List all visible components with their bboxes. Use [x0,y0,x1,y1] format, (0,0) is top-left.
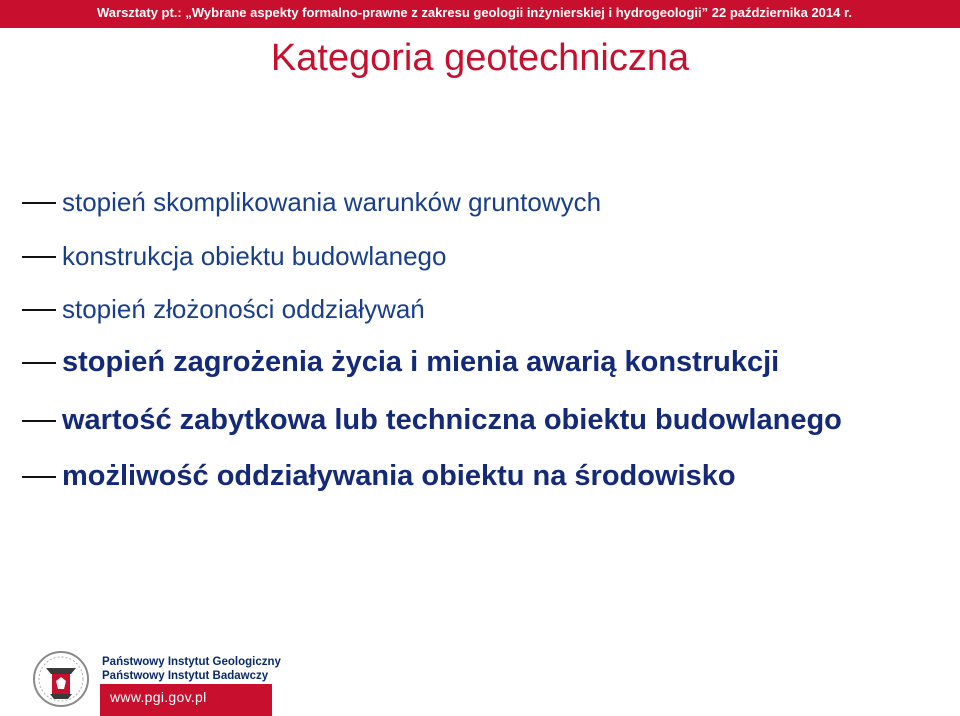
dash-bullet-icon [22,309,56,311]
dash-bullet-icon [22,476,56,478]
pgi-logo-icon [32,650,90,708]
institute-name: Państwowy Instytut Geologiczny [102,656,281,668]
dash-bullet-icon [22,420,56,422]
header-bar [0,0,960,28]
dash-bullet-icon [22,256,56,258]
bullet-text: stopień złożoności oddziaływań [62,294,425,324]
slide-title: Kategoria geotechniczna [270,37,690,79]
bullet-text: konstrukcja obiektu budowlanego [62,241,447,271]
website-link[interactable]: www.pgi.gov.pl [110,689,207,705]
bullet-item [0,285,960,337]
bullet-text: stopień zagrożenia życia i mienia awarią konstrukcji [62,346,780,378]
bullet-item [0,232,960,284]
bullet-item [0,396,960,448]
bullet-item [0,338,960,390]
bullet-text: stopień skomplikowania warunków gruntowych [62,187,602,217]
bullet-item [0,452,960,504]
bullet-item [0,178,960,230]
bullet-text: możliwość oddziaływania obiektu na środowisko [62,460,736,492]
institute-subtitle: Państwowy Instytut Badawczy [102,670,269,682]
dash-bullet-icon [22,362,56,364]
bullet-text: wartość zabytkowa lub techniczna obiektu budowlanego [62,404,842,436]
url-banner [100,684,272,716]
workshop-header: Warsztaty pt.: „Wybrane aspekty formalno-prawne z zakresu geologii inżynierskiej i hydrogeologii” 22 października 2014 r. [97,5,852,20]
dash-bullet-icon [22,202,56,204]
